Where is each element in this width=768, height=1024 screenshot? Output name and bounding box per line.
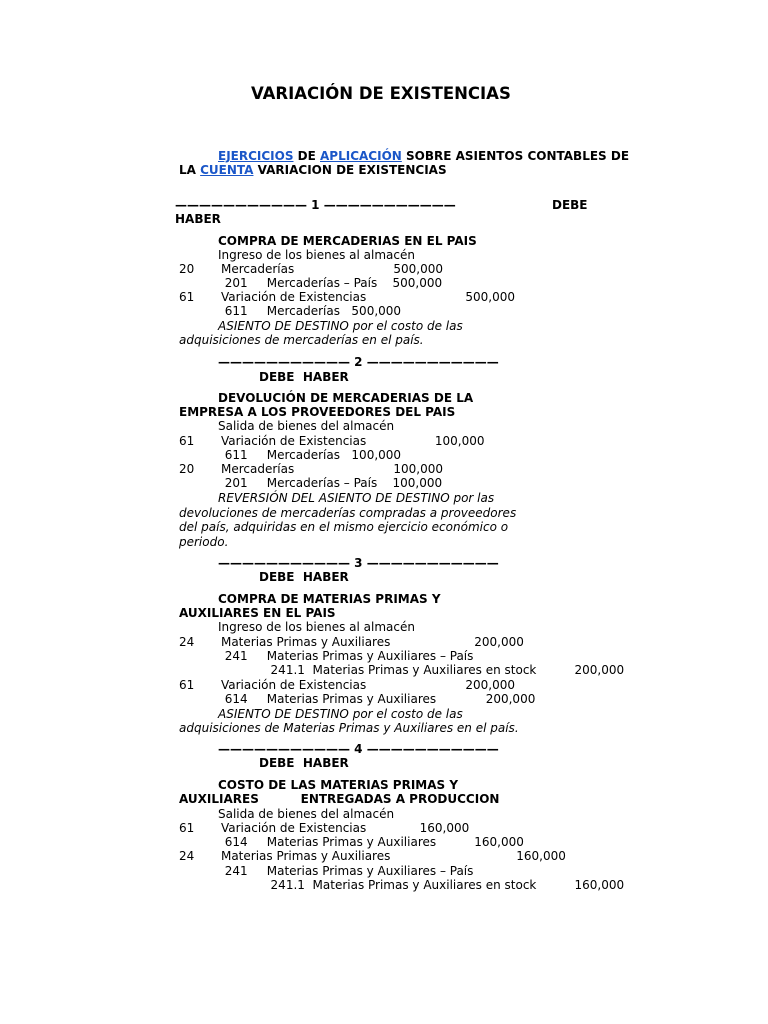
ex4-heading: COSTO DE LAS MATERIAS PRIMAS Y — [218, 778, 459, 792]
intro-la: LA — [179, 163, 201, 177]
ex3-line: Ingreso de los bienes al almacén — [218, 620, 415, 634]
page-title: VARIACIÓN DE EXISTENCIAS — [251, 84, 511, 103]
ex1-debe-label: DEBE — [552, 198, 588, 212]
ex2-line: 201 Mercaderías – País 100,000 — [179, 476, 443, 490]
ex1-heading: COMPRA DE MERCADERIAS EN EL PAIS — [218, 234, 477, 248]
ex3-line: 241.1 Materias Primas y Auxiliares en stock 200,000 — [179, 663, 625, 677]
ex2-separator: ——————————— 2 ——————————— — [218, 355, 499, 369]
ex4-line: 241.1 Materias Primas y Auxiliares en stock 160,000 — [179, 878, 625, 892]
ex1-line: 61 Variación de Existencias 500,000 — [179, 290, 516, 304]
ex1-note: ASIENTO DE DESTINO por el costo de las — [218, 319, 463, 333]
aplicacion-link[interactable]: APLICACIÓN — [320, 149, 402, 163]
ex3-heading: COMPRA DE MATERIAS PRIMAS Y — [218, 592, 441, 606]
intro-de: DE — [293, 149, 321, 163]
ex1-line: 20 Mercaderías 500,000 — [179, 262, 443, 276]
ex3-line: 241 Materias Primas y Auxiliares – País — [179, 649, 474, 663]
ex2-heading: EMPRESA A LOS PROVEEDORES DEL PAIS — [179, 405, 456, 419]
ex4-separator: ——————————— 4 ——————————— — [218, 742, 499, 756]
ex4-debe-haber: DEBE HABER — [259, 756, 349, 770]
ex2-debe-haber: DEBE HABER — [259, 370, 349, 384]
ejercicios-link[interactable]: EJERCICIOS — [218, 149, 294, 163]
ex2-note: del país, adquiridas en el mismo ejercicio económico o — [179, 520, 509, 534]
intro-line-2 — [179, 163, 447, 177]
ex1-line: Ingreso de los bienes al almacén — [218, 248, 415, 262]
intro-rest-1: SOBRE ASIENTOS CONTABLES DE — [401, 149, 630, 163]
ex3-line: 614 Materias Primas y Auxiliares 200,000 — [179, 692, 536, 706]
ex2-line: 20 Mercaderías 100,000 — [179, 462, 443, 476]
ex4-line: 61 Variación de Existencias 160,000 — [179, 821, 470, 835]
cuenta-link[interactable]: CUENTA — [200, 163, 254, 177]
ex3-note: ASIENTO DE DESTINO por el costo de las — [218, 707, 463, 721]
ex2-line: Salida de bienes del almacén — [218, 419, 395, 433]
ex2-note: REVERSIÓN DEL ASIENTO DE DESTINO por las — [218, 491, 495, 505]
ex1-line: 611 Mercaderías 500,000 — [179, 304, 402, 318]
ex4-line: 24 Materias Primas y Auxiliares 160,000 — [179, 849, 566, 863]
ex4-line: 241 Materias Primas y Auxiliares – País — [179, 864, 474, 878]
ex3-separator: ——————————— 3 ——————————— — [218, 556, 499, 570]
ex2-line: 61 Variación de Existencias 100,000 — [179, 434, 485, 448]
ex2-line: 611 Mercaderías 100,000 — [179, 448, 402, 462]
ex3-line: 61 Variación de Existencias 200,000 — [179, 678, 516, 692]
intro-rest-2: VARIACION DE EXISTENCIAS — [253, 163, 447, 177]
ex3-debe-haber: DEBE HABER — [259, 570, 349, 584]
ex1-separator: ——————————— 1 ——————————— — [175, 198, 456, 212]
ex4-line: Salida de bienes del almacén — [218, 807, 395, 821]
ex3-note: adquisiciones de Materias Primas y Auxiliares en el país. — [179, 721, 519, 735]
ex4-line: 614 Materias Primas y Auxiliares 160,000 — [179, 835, 524, 849]
ex3-heading: AUXILIARES EN EL PAIS — [179, 606, 336, 620]
ex3-line: 24 Materias Primas y Auxiliares 200,000 — [179, 635, 524, 649]
ex4-heading: AUXILIARES ENTREGADAS A PRODUCCION — [179, 792, 500, 806]
ex1-line: 201 Mercaderías – País 500,000 — [179, 276, 443, 290]
ex1-note: adquisiciones de mercaderías en el país. — [179, 333, 424, 347]
ex2-heading: DEVOLUCIÓN DE MERCADERIAS DE LA — [218, 391, 474, 405]
intro-line-1 — [218, 149, 629, 163]
ex2-note: periodo. — [179, 535, 229, 549]
ex1-haber-label: HABER — [175, 212, 221, 226]
ex2-note: devoluciones de mercaderías compradas a proveedores — [179, 506, 517, 520]
